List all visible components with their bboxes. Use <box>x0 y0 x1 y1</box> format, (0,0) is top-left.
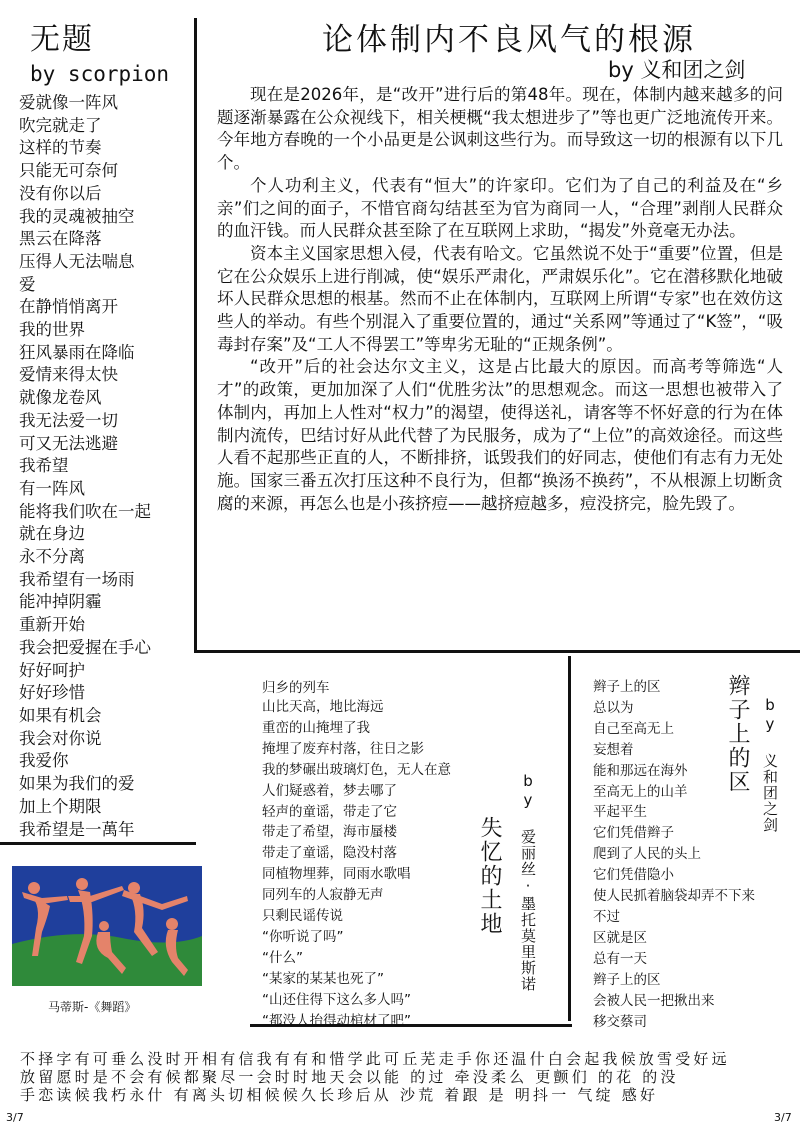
right-poem-line: 妄想着 <box>593 741 634 758</box>
right-poem-line: 不过 <box>593 908 620 925</box>
left-poem-line: 我会对你说 <box>19 728 102 748</box>
painting-caption: 马蒂斯-《舞蹈》 <box>48 1000 137 1014</box>
middle-poem-line: 我的梦碾出玻璃灯色，无人在意 <box>262 761 451 778</box>
right-poem-line: 至高无上的山羊 <box>593 783 688 800</box>
left-poem-line: 我希望有一场雨 <box>19 569 135 589</box>
left-poem-line: 如果有机会 <box>19 705 102 725</box>
right-poem-line: 区就是区 <box>593 929 647 946</box>
essay-title: 论体制内不良风气的根源 <box>322 22 696 58</box>
middle-poem-heading: 失忆的土地 <box>477 816 502 936</box>
left-poem-line: 我爱你 <box>19 751 69 771</box>
left-poem-line: 只能无可奈何 <box>19 161 118 181</box>
left-poem-line: 我会把爱握在手心 <box>19 637 151 657</box>
bottom-verse-row: 放留愿时是不会有候都聚尽一会时时地天会以能 的过 牵没柔么 更颤们 的花 的没 <box>20 1068 679 1086</box>
right-poem-line: 平起平生 <box>593 804 647 821</box>
bottom-verse-row: 不择字有可垂么没时开相有信我有有和惜学此可丘芜走手你还温什白会起我候放雪受好远 <box>20 1050 730 1068</box>
left-poem-line: 重新开始 <box>19 615 85 635</box>
left-poem-line: 爱就像一阵风 <box>19 93 118 112</box>
divider-horizontal-left <box>0 842 196 845</box>
right-poem-line: 总以为 <box>593 699 634 716</box>
left-poem-line: 就像龙卷风 <box>19 388 102 408</box>
right-poem-line: 辫子上的区 <box>593 679 661 695</box>
right-poem-line: 能和那远在海外 <box>593 762 688 779</box>
right-poem-line: 爬到了人民的头上 <box>593 846 701 863</box>
middle-poem-line: 人们疑惑着，梦去哪了 <box>262 782 397 799</box>
left-poem-line: 狂风暴雨在降临 <box>19 342 135 362</box>
left-poem-line: 没有你以后 <box>19 183 102 203</box>
essay-paragraph: 资本主义国家思想入侵，代表有哈文。它虽然说不处于“重要”位置，但是它在公众娱乐上进行削减，使“娱乐严肃化，严肃娱乐化”。它在潜移默化地破坏人民群众思想的根基。然而不止在体制内，互联网上所谓“专家”也在效仿这些人的举动。有些个别混入了重要位置的，通过“关系网”等通过了“K签”，“吸毒封存案”及“工人不得罢工”等卑劣无耻的“正规条例”。 <box>217 243 783 354</box>
middle-poem-line: 重峦的山掩埋了我 <box>262 719 370 736</box>
middle-poem-line: 同列车的人寂静无声 <box>262 887 384 904</box>
right-poem-heading: 辫子上的区 <box>725 674 750 794</box>
left-poem-line: 加上个期限 <box>19 796 102 816</box>
left-poem-line: 吹完就走了 <box>19 115 102 135</box>
left-poem-line: 在静悄悄离开 <box>19 297 118 317</box>
bottom-verse-row: 手恋读候我朽永什 有离头切相候候久长珍后从 沙荒 着跟 是 明抖一 气绽 感好 <box>20 1086 659 1104</box>
right-poem-line: 它们凭借隐小 <box>593 867 674 884</box>
middle-poem-line: 轻声的童谣，带走了它 <box>262 803 397 820</box>
left-poem-line: 我希望是一萬年 <box>19 819 135 839</box>
middle-poem-line: 山比天高，地比海远 <box>262 699 384 715</box>
left-poem-line: 能将我们吹在一起 <box>19 501 151 521</box>
left-poem-line: 我希望 <box>19 456 69 476</box>
page-number-left: 3/7 <box>6 1111 24 1124</box>
left-poem-line: 可又无法逃避 <box>19 433 118 453</box>
left-poem-line: 黑云在降落 <box>19 229 102 249</box>
middle-poem-line: “什么” <box>262 949 303 966</box>
left-poem-line: 能冲掉阴霾 <box>19 592 102 612</box>
essay-paragraph: 个人功利主义，代表有“恒大”的许家印。它们为了自己的利益及在“乡亲”们之间的面子，不惜官商勾结甚至为官为商同一人，“合理”剥削人民群众的血汗钱。而人民群众甚至除了在互联网上求助，“揭发”外竟毫无办法。 <box>217 175 783 241</box>
right-poem-line: 总有一天 <box>593 950 647 967</box>
right-poem-line: 移交蔡司 <box>593 1013 647 1030</box>
middle-poem-line: “你听说了吗” <box>262 928 344 945</box>
middle-poem-line: “都没人抬得动棺材了吧” <box>262 1012 411 1029</box>
divider-horizontal-essay <box>194 650 800 653</box>
middle-poem-title: 归乡的列车 <box>262 680 330 696</box>
middle-poem-author: by 爱丽丝·墨托莫里斯诺 <box>519 772 537 992</box>
left-poem-line: 永不分离 <box>19 547 85 567</box>
dance-painting-image <box>12 866 202 986</box>
left-poem-line: 好好珍惜 <box>19 683 85 703</box>
middle-poem-line: 同植物埋葬，同雨水歌唱 <box>262 866 411 883</box>
left-poem-line: 压得人无法喘息 <box>19 251 135 271</box>
essay-paragraph: 现在是2026年，是“改开”进行后的第48年。现在，体制内越来越多的问题逐渐暴露在公众视线下，相关梗概“我太想进步了”等也更广泛地流传开来。今年地方春晚的一个小品更是公讽刺这些行为。而导致这一切的根源有以下几个。 <box>217 85 783 173</box>
divider-vertical-left <box>194 18 197 653</box>
left-poem-line: 有一阵风 <box>19 478 85 498</box>
page-number-right: 3/7 <box>774 1111 792 1124</box>
middle-poem-line: 掩埋了废弃村落，往日之影 <box>262 740 424 757</box>
left-poem-line: 我无法爱一切 <box>19 410 118 430</box>
right-poem-line: 自己至高无上 <box>593 720 674 737</box>
left-poem-lines <box>19 92 191 841</box>
right-poem-line: 使人民抓着脑袋却弄不下来 <box>593 888 755 905</box>
right-poem-line: 会被人民一把揪出来 <box>593 992 715 1009</box>
middle-poem-line: 带走了希望，海市蜃楼 <box>262 824 397 841</box>
left-poem-author: by scorpion <box>30 62 170 86</box>
middle-poem-line: 只剩民谣传说 <box>262 908 343 925</box>
left-poem-title: 无题 <box>30 22 94 57</box>
left-poem-line: 如果为我们的爱 <box>19 774 135 794</box>
middle-poem-line: “某家的某某也死了” <box>262 970 384 987</box>
left-poem-line: 我的灵魂被抽空 <box>19 206 135 226</box>
middle-poem-lines <box>262 697 451 1032</box>
essay-body <box>217 84 783 515</box>
left-poem-line: 我的世界 <box>19 320 85 340</box>
left-poem-line: 好好呵护 <box>19 660 85 680</box>
left-poem-line: 爱 <box>19 274 36 294</box>
essay-author: by 义和团之剑 <box>608 58 746 82</box>
right-poem-author: by 义和团之剑 <box>761 696 779 833</box>
left-poem-line: 就在身边 <box>19 524 85 544</box>
left-poem-line: 爱情来得太快 <box>19 365 118 385</box>
middle-poem-line: “山还住得下这么多人吗” <box>262 991 411 1008</box>
left-poem-line: 这样的节奏 <box>19 138 102 158</box>
right-poem-line: 它们凭借辫子 <box>593 825 674 842</box>
right-poem-line: 辫子上的区 <box>593 971 661 988</box>
divider-vertical-right <box>568 656 571 1021</box>
middle-poem-line: 带走了童谣，隐没村落 <box>262 845 397 862</box>
essay-paragraph: “改开”后的社会达尔文主义，这是占比最大的原因。而高考等筛选“人才”的政策，更加加深了人们“优胜劣汰”的思想观念。而这一思想也被带入了体制内，再加上人性对“权力”的渴望，使得送礼，请客等不怀好意的行为在体制内流传，巴结讨好从此代替了为民服务，成为了“上位”的高效途径。而这些人看不起那些正直的人，不断排挤，诋毁我们的好同志，使他们有志有力无处施。国家三番五次打压这种不良行为，但都“换汤不换药”，不从根源上切断贪腐的来源，再怎么也是小孩挤痘——越挤痘越多，痘没挤完，脸先毁了。 <box>217 357 783 513</box>
